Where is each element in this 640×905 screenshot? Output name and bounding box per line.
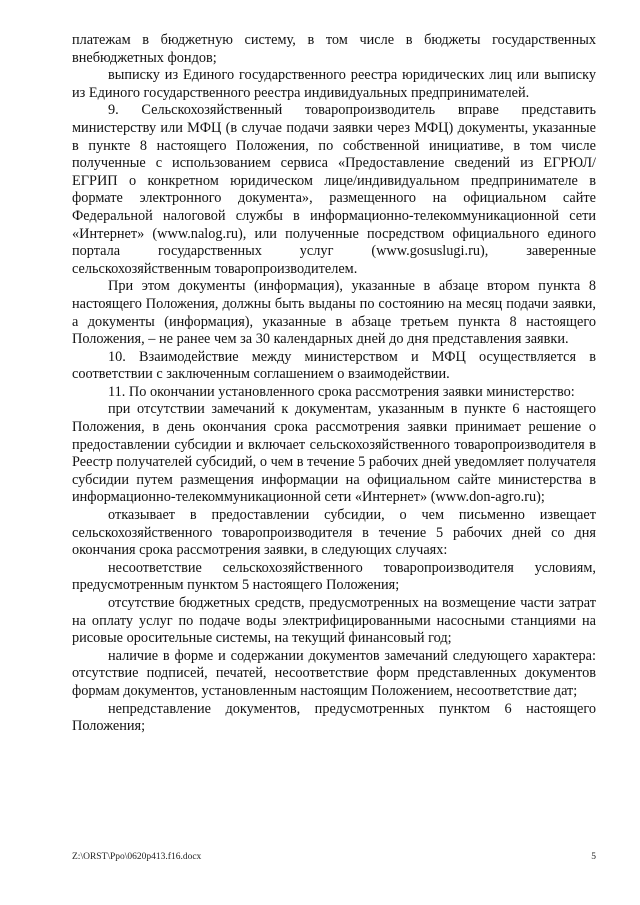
paragraph: 11. По окончании установленного срока рассмотрения заявки министерство: bbox=[108, 383, 575, 400]
paragraph: 9. Сельскохозяйственный товаропроизводитель вправе представить министерству или МФЦ (в случае подачи заявки через МФЦ) документы, указанные в пункте 8 настоящего Положения, по собственной инициативе, в том числе полученные с использованием сервиса «Предоставление сведений из ЕГРЮЛ/ЕГРИП о конкретном юридическом лице/индивидуальном предпринимателе в формате электронного документа», размещенного на официальном сайте Федеральной налоговой службы в информационно-телекоммуникационной сети «Интернет» (www.nalog.ru), или полученные посредством официального единого портала государственных услуг (www.gosuslugi.ru), заверенные сельскохозяйственным товаропроизводителем. bbox=[72, 102, 596, 277]
file-path: Z:\ORST\Ppo\0620p413.f16.docx bbox=[72, 852, 202, 862]
paragraph: наличие в форме и содержании документов замечаний следующего характера: отсутствие подписей, печатей, несоответствие форм представленных документов формам документов, установленным настоящим Положением, несоответствие дат; bbox=[72, 647, 596, 699]
page-footer bbox=[72, 852, 596, 862]
paragraph: непредставление документов, предусмотренных пунктом 6 настоящего Положения; bbox=[72, 700, 596, 735]
paragraph: выписку из Единого государственного реестра юридических лиц или выписку из Единого государственного реестра индивидуальных предпринимателей. bbox=[72, 67, 596, 101]
paragraph: отказывает в предоставлении субсидии, о чем письменно извещает сельскохозяйственного товаропроизводителя в течение 5 рабочих дней со дня окончания срока рассмотрения заявки, в следующих случаях: bbox=[72, 507, 596, 559]
paragraph: при отсутствии замечаний к документам, указанным в пункте 6 настоящего Положения, в день окончания срока рассмотрения заявки принимает решение о предоставлении субсидии и включает сельскохозяйственного товаропроизводителя в Реестр получателей субсидий, о чем в течение 5 рабочих дней уведомляет получателя субсидии путем размещения информации на официальном сайте министерства в информационно-телекоммуникационной сети «Интернет» (www.don-agro.ru); bbox=[72, 401, 596, 506]
paragraph: платежам в бюджетную систему, в том числе в бюджеты государственных внебюджетных фондов; bbox=[72, 32, 596, 66]
page-number: 5 bbox=[591, 852, 596, 862]
paragraph: несоответствие сельскохозяйственного товаропроизводителя условиям, предусмотренным пунктом 5 настоящего Положения; bbox=[72, 559, 596, 594]
paragraph: отсутствие бюджетных средств, предусмотренных на возмещение части затрат на оплату услуг по подаче воды электрифицированными насосными станциями на рисовые оросительные системы, на текущий финансовый год; bbox=[72, 595, 596, 647]
paragraph: 10. Взаимодействие между министерством и МФЦ осуществляется в соответствии с заключенным соглашением о взаимодействии. bbox=[72, 348, 596, 383]
paragraph: При этом документы (информация), указанные в абзаце втором пункта 8 настоящего Положения, должны быть выданы по состоянию на месяц подачи заявки, а документы (информация), указанные в абзаце третьем пункта 8 настоящего Положения, – не ранее чем за 30 календарных дней до дня представления заявки. bbox=[72, 278, 596, 348]
document-page bbox=[72, 32, 596, 736]
